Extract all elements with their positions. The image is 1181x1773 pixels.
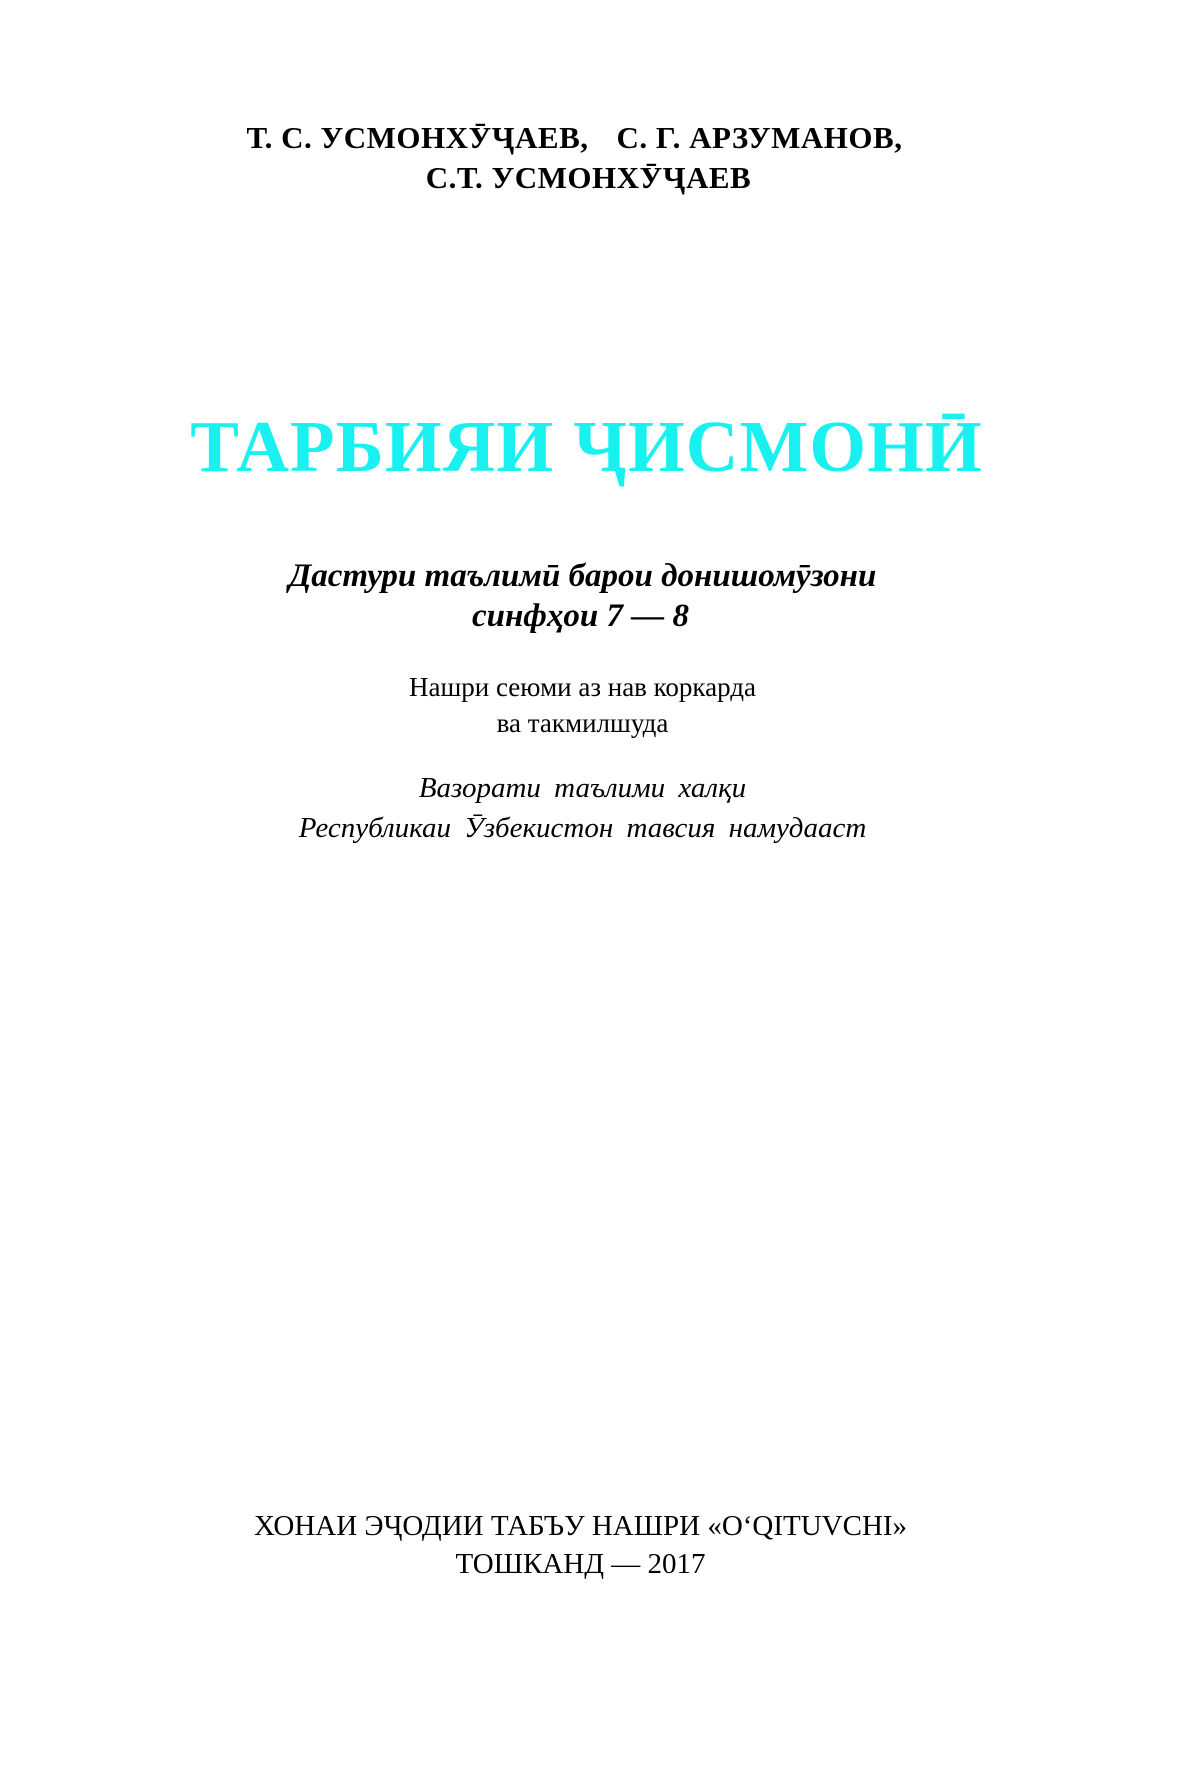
author-3: С.Т. УСМОНХӮҶАЕВ bbox=[425, 160, 752, 195]
publisher-city-year: ТОШКАНД — 2017 bbox=[455, 1548, 706, 1580]
book-title: ТАРБИЯИ ҶИСМОНӢ bbox=[190, 406, 983, 487]
approval-line-2: Республикаи Ӯзбекистон тавсия намудааст bbox=[298, 812, 867, 844]
authors-line-1 bbox=[0, 120, 1165, 156]
author-1: Т. С. УСМОНХӮҶАЕВ, bbox=[246, 120, 589, 155]
edition-line-2: ва такмилшуда bbox=[496, 708, 669, 738]
publisher-name: ХОНАИ ЭҶОДИИ ТАБЪУ НАШРИ «O‘QITUVCHI» bbox=[253, 1510, 908, 1542]
subtitle-line-1: Дастури таълимӣ барои донишомӯзони bbox=[288, 558, 877, 594]
author-2: С. Г. АРЗУМАНОВ, bbox=[616, 120, 903, 155]
subtitle-line-2: синфҳои 7 — 8 bbox=[471, 598, 690, 634]
edition-line-1: Нашри сеюми аз нав коркарда bbox=[408, 672, 756, 702]
approval-line-1: Вазорати таълими халқи bbox=[418, 772, 747, 804]
